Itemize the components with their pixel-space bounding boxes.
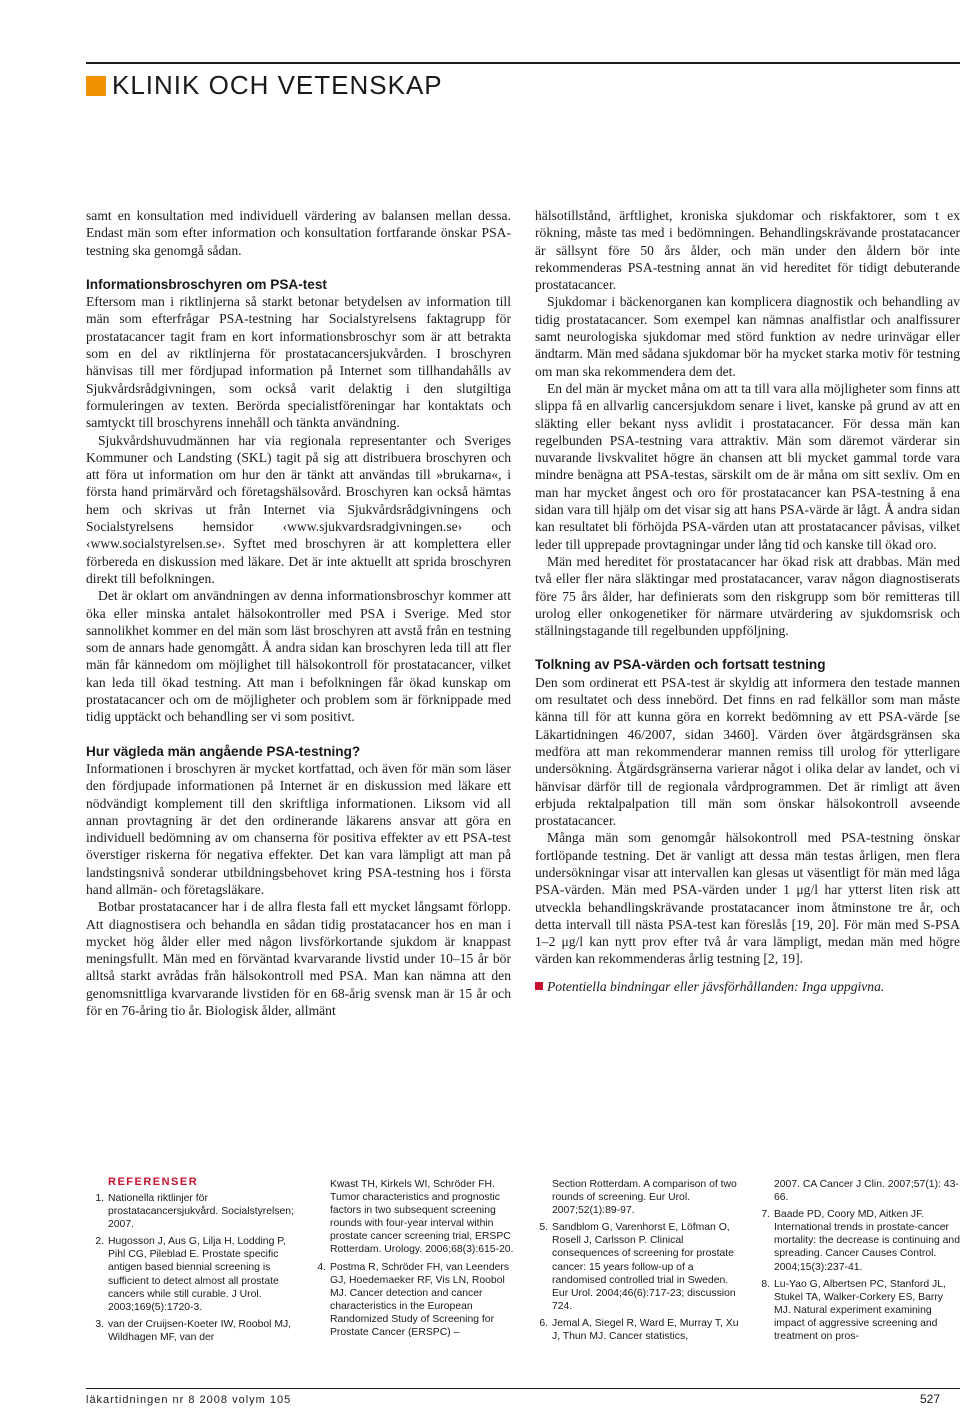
reference-item: 7. Baade PD, Coory MD, Aitken JF. International trends in prostate-cancer mortality: the decrease is continuing and spreading. Cancer Causes Control. 2004;15(3):237-41. [761,1209,960,1273]
reference-item: 4. Postma R, Schröder FH, van Leenders GJ, Hoedemaeker RF, Vis LN, Roobol MJ. Cancer detection and cancer characteristics in the European Randomized Study of Screening for Prostate Cancer (ERSPC) – [317,1261,510,1339]
reference-item: 2. Hugosson J, Aus G, Lilja H, Lodding P, Pihl CG, Pileblad E. Prostate specific antigen based biennial screening is sufficient to detect almost all prostate cancers while still curable. J Urol. 2003;169(5):1720-3. [95,1236,286,1313]
paragraph: En del män är mycket måna om att ta till vara alla möjligheter som finns att slippa få en allvarlig cancersjukdom senare i livet, kanske på grund av att en släkting eller bekant nyss avlidit i prostatacancer. För dessa män kan regelbunden PSA-testning vara attraktiv. Män som däremot värderar sin nuvarande livskvalitet högre än chansen att bli mycket gammal torde vara mindre benägna att PSA-testas, särskilt om de är måna om sitt sexliv. Om en man har mycket ångest och oro för prostatacancer kan PSA-testning å ena sidan vara till hjälp om det visar sig att hans PSA-värde är lågt. Å andra sidan kan resultatet bli förhöjda PSA-värden utan att prostatacancer påvisas, vilket leder till upprepade provtagningar under lång tid och kanske till ökad oro. [535,380,960,552]
disclosure-text: Potentiella bindningar eller jävsförhållanden: Inga uppgivna. [547,978,885,994]
references-column-2 [312,1178,520,1343]
paragraph: Informationen i broschyren är mycket kortfattad, och även för män som läser den fördjupade informationen på Internet är en diskussion med läkare ett nödvändigt komplement till den skriftliga informationen. Liksom vid all annan provtagning är det den ordinerande läkarens ansvar att göra en individuell bedömning av om chanserna för positiva effekter av ett PSA-test överstiger riskerna för negativa effekter. Det kan vara lämpligt att man på landstingsnivå sonderar utbildningsbehovet kring PSA-testning hos i första hand allmän- och företagsläkare. [86,760,511,897]
reference-item: Section Rotterdam. A comparison of two rounds of screening. Eur Urol. 2007;52(1):89-97. [552,1179,737,1217]
paragraph: Sjukvårdshuvudmännen har via regionala representanter och Sveriges Kommuner och Landsting (SKL) tagit på sig att distribuera broschyren och att föra ut information om hur den är tänkt att användas till »brukarna«, i första hand primärvård och företagshälsovård. Broschyren kan också hämtas hem och skrivas ut från Internet via Sjukvårdsrådgivningens och Socialstyrelsens hemsidor ‹www.sjukvardsradgivningen.se› och ‹www.socialstyrelsen.se›. Syftet med broschyren är att komplettera eller förbereda en diskussion med läkare. Det är inte aktuellt att sprida broschyren direkt till befolkningen. [86,432,511,586]
heading-interpretation: Tolkning av PSA-värden och fortsatt testning [535,657,826,673]
section-title: KLINIK OCH VETENSKAP [112,70,443,100]
intro-paragraph: samt en konsultation med individuell värdering av balansen mellan dessa. Endast män som efter information och konsultation fortfarande önskar PSA-testning ska genomgå sådan. [86,208,511,258]
reference-item: Kwast TH, Kirkels WI, Schröder FH. Tumor characteristics and prognostic factors in two subsequent screening rounds with four-year interval within prostate cancer screening trial, ERSPC Rotterdam. Urology. 2006;68(3):615-20. [330,1179,514,1256]
disclosure-marker-icon [535,982,543,990]
paragraph: Botbar prostatacancer har i de allra flesta fall ett mycket långsamt förlopp. Att diagnostisera och behandla en sådan tidig prostatacancer hos en man i mycket hög ålder eller med någon livsförkortande sjukdom är knappast meningsfullt. Män med en förväntad kvarvarande livstid under 10–15 år bör alltså starkt avrådas från hälsokontroll med PSA. Man kan nämna att den genomsnittliga kvarvarande livstiden för en 68-årig svensk man är 15 år och för en 76-åring tio år. Biologisk ålder, allmänt [86,899,511,1019]
right-column [535,207,960,995]
header-rule [86,62,960,64]
reference-item: 8. Lu-Yao G, Albertsen PC, Stanford JL, Stukel TA, Walker-Corkery ES, Barry MJ. Natural experiment examining impact of aggressive screening and treatment on pros- [761,1278,946,1343]
journal-footer: läkartidningen nr 8 2008 volym 105 [86,1394,292,1406]
section-header [86,70,443,101]
disclosure [535,978,960,995]
paragraph: Eftersom man i riktlinjerna så starkt betonar betydelsen av information till män som efterfrågar PSA-testning har Socialstyrelsens faktagrupp för prostatacancer tagit fram en kort informationsbroschyr som är att betrakta som en del av riktlinjerna för prostatacancersjukvården. I broschyren hänvisas till mer fördjupad information på Internet som tillhandahålls av Sjukvårdsrådgivningen, som också varit delaktig i den slutgiltiga formuleringen av texten. Berörda specialistföreningar har kontaktats och samtyckt till broschyrens innehåll och tänkta användning. [86,294,511,431]
reference-item: 2007. CA Cancer J Clin. 2007;57(1): 43-66. [774,1179,959,1204]
paragraph: hälsotillstånd, ärftlighet, kroniska sjukdomar och riskfaktorer, som t ex rökning, måste tas med i bedömningen. Behandlingskrävande prostatacancer är sällsynt före 50 års ålder, och män under den åldern bör inte rekommenderas PSA-testning annat än vid hereditet för tidigt debuterande prostatacancer. [535,208,960,293]
left-column [86,207,511,1019]
paragraph: Sjukdomar i bäckenorganen kan komplicera diagnostik och behandling av tidig prostatacancer. Som exempel kan nämnas analfistlar och analfissurer samt neurologiska sjukdomar med störd funktion av nedre urinvägar eller ändtarm. Män med sådana sjukdomar bör ha mycket starka motiv för testning om man ska rekommendera dem det. [535,294,960,379]
section-marker-icon [86,76,106,96]
heading-brochure: Informationsbroschyren om PSA-test [86,276,327,292]
references-title: REFERENSER [108,1176,199,1188]
paragraph: Många män som genomgår hälsokontroll med PSA-testning önskar fortlöpande testning. Det är vanligt att dessa män testas årligen, men flera undersökningar visar att intervallen kan glesas ut väsentligt för män med låga PSA-värden. Män med PSA-värden under 1 μg/l har ytterst liten risk att utveckla behandlingskrävande prostatacancer inom åtminstone tre år, och detta intervall till nästa PSA-test kan föreslås [19, 20]. För män med S-PSA 1–2 μg/l kan nytt prov efter två år vara lämpligt, medan män med högre värden kan rekommenderas årlig testning [2, 19]. [535,830,960,967]
footer-rule [86,1388,960,1389]
reference-item: 3. van der Cruijsen-Koeter IW, Roobol MJ, Wildhagen MF, van der [95,1318,292,1343]
paragraph: Män med hereditet för prostatacancer har ökad risk att drabbas. Män med två eller fler nära släktingar med prostatacancer, varav någon diagnostiserats före 75 års ålder, har definierats som den riskgrupp som bör remitteras till urolog eller onkogenetiker för närmare utvärdering av sjukdomsrisk och ställningstagande till regelbunden uppföljning. [535,553,960,639]
reference-item: 1. Nationella riktlinjer för prostatacancersjukvård. Socialstyrelsen; 2007. [95,1193,294,1231]
paragraph: Den som ordinerat ett PSA-test är skyldig att informera den testade mannen om resultatet och dess innebörd. Det finns en rad felkällor som man måste känna till för att kunna göra en korrekt bedömning av ett PSA-värde [se Läkartidningen 46/2007, sidan 3460]. Värden över åtgärdsgränsen ska medföra att man rekommenderar mannen remiss till urolog för ytterligare undersökning. Åtgärdsgränserna varierar något i olika delar av landet, och vi hänvisar därför till de regionala vårdprogrammen. Det är rimligt att även erbjuda rektalpalpation till män som önskar hälsokontroll avseende prostatacancer. [535,674,960,829]
paragraph: Det är oklart om användningen av denna informationsbroschyr kommer att öka eller minska antalet hälsokontroller med PSA i Sverige. Med stor sannolikhet kommer en del män som läst broschyren att avstå från en testning som de annars hade genomgått. Å andra sidan kan broschyren leda till att fler män får kännedom om möjlighet till hälsokontroll för prostatacancer, vilket kan leda till ökad testning. Att man i befolkningen får ökad kunskap om prostatacancer och om de möjligheter och problem som är förknippade med tidig upptäckt och behandling ser vi som positivt. [86,588,511,725]
references-column-1 [90,1192,298,1348]
reference-item: 5. Sandblom G, Varenhorst E, Löfman O, Rosell J, Carlsson P. Clinical consequences of screening for prostate cancer: 15 years follow-up of a randomised controlled trial in Sweden. Eur Urol. 2004;46(6):717-23; discussion 724. [539,1222,736,1312]
reference-item: 6. Jemal A, Siegel R, Ward E, Murray T, Xu J, Thun MJ. Cancer statistics, [539,1317,739,1343]
references-column-4 [756,1178,960,1347]
heading-guidance: Hur vägleda män angående PSA-testning? [86,743,361,759]
page-number: 527 [919,1392,940,1406]
references-column-3 [534,1178,742,1347]
